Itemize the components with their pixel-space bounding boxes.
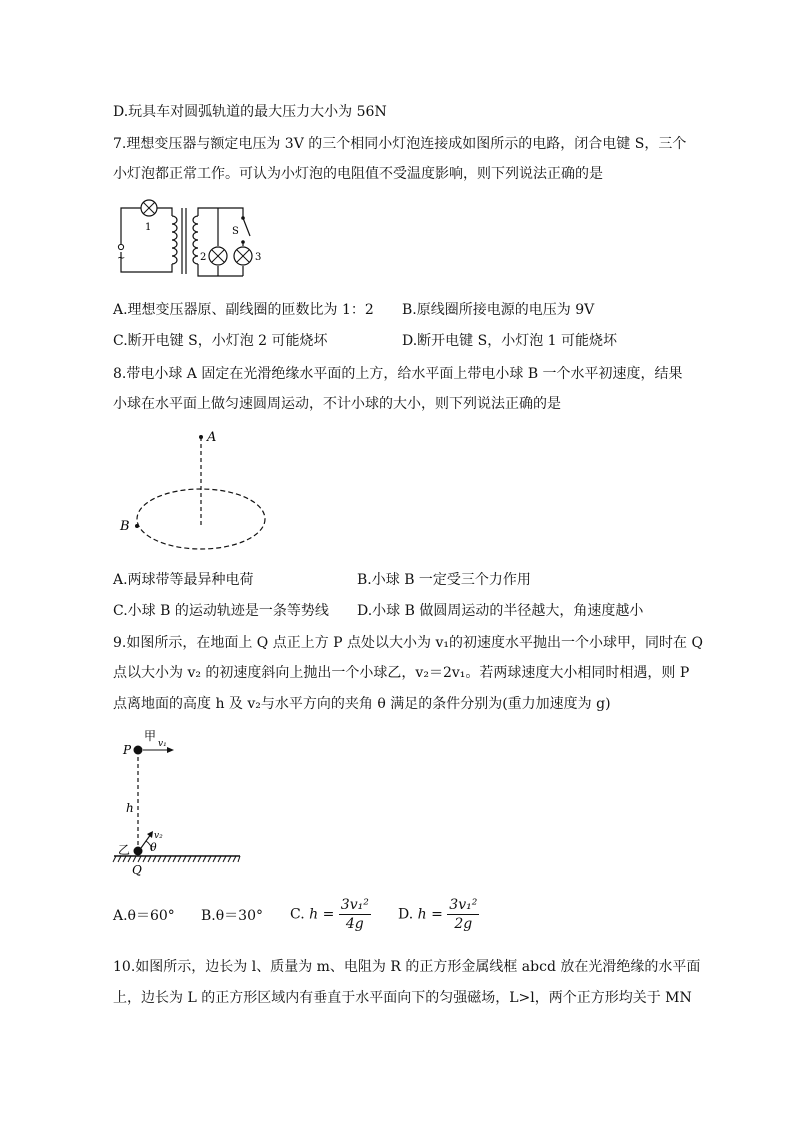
lamp-1-icon <box>141 200 157 216</box>
q7-option-a: A.理想变压器原、副线圈的匝数比为 1：2 <box>113 302 374 318</box>
lamp-1-label: 1 <box>145 222 152 233</box>
ball-a-icon <box>199 435 203 439</box>
q7-option-d: D.断开电键 S，小灯泡 1 可能烧坏 <box>402 333 618 349</box>
q7-option-c: C.断开电键 S，小灯泡 2 可能烧坏 <box>113 333 328 349</box>
lamp-2-label: 2 <box>200 252 207 263</box>
q8-option-c: C.小球 B 的运动轨迹是一条等势线 <box>113 603 329 619</box>
q9-option-d-numerator: 3v₁² <box>449 897 478 913</box>
q9-option-c-numerator: 3v₁² <box>340 897 369 913</box>
lamp-3-label: 3 <box>255 252 262 263</box>
q7-stem-line1: 7.理想变压器与额定电压为 3V 的三个相同小灯泡连接成如图所示的电路，闭合电键 S，三个 <box>113 136 687 152</box>
projectile-figure <box>112 730 247 878</box>
label-v1: v₁ <box>158 739 167 749</box>
lamp-3-icon <box>234 247 252 265</box>
q9-option-d: D. h = $\frac{\text{3v₁²}}{2g}$ <box>398 897 478 932</box>
q10-stem-line1: 10.如图所示，边长为 l、质量为 m、电阻为 R 的正方形金属线框 abcd 放在光滑绝缘的水平面 <box>113 959 701 975</box>
q7-option-b: B.原线圈所接电源的电压为 9V <box>402 302 595 318</box>
label-jia: 甲 <box>144 730 157 743</box>
q9-stem-line2: 点以大小为 v₂ 的初速度斜向上抛出一个小球乙，v₂＝2v₁。若两球速度大小相同时相遇，则 P <box>113 665 690 681</box>
q6-option-d: D.玩具车对圆弧轨道的最大压力大小为 56N <box>113 104 387 120</box>
label-theta: θ <box>150 841 157 854</box>
label-q: Q <box>132 863 142 877</box>
label-yi: 乙 <box>118 843 131 857</box>
q8-option-b: B.小球 B 一定受三个力作用 <box>357 572 531 588</box>
ball-jia-icon <box>134 746 143 755</box>
switch-pivot-icon <box>241 216 245 220</box>
q9-stem-line3: 点离地面的高度 h 及 v₂与水平方向的夹角 θ 满足的条件分别为(重力加速度为 g) <box>113 696 611 712</box>
q9-option-d-denominator: 2g <box>454 916 473 932</box>
label-b: B <box>120 519 130 534</box>
switch-label: S <box>232 226 239 237</box>
label-p: P <box>123 743 132 757</box>
q9-option-c-denominator: 4g <box>345 916 364 932</box>
ac-source-symbol: ~ <box>117 253 126 264</box>
q7-stem-line2: 小灯泡都正常工作。可认为小灯泡的电阻值不受温度影响，则下列说法正确的是 <box>113 166 603 182</box>
ball-b-icon <box>135 524 139 528</box>
q9-option-b: B.θ＝30° <box>201 908 263 924</box>
label-a: A <box>207 430 217 445</box>
label-v2: v₂ <box>154 831 163 841</box>
q9-stem-line1: 9.如图所示，在地面上 Q 点正上方 P 点处以大小为 v₁的初速度水平抛出一个小球甲，同时在 Q <box>113 635 703 651</box>
q10-stem-line2: 上，边长为 L 的正方形区域内有垂直于水平面向下的匀强磁场，L>l，两个正方形均关于 MN <box>113 990 692 1006</box>
lamp-2-icon <box>209 247 227 265</box>
q8-option-a: A.两球带等最异种电荷 <box>113 572 254 588</box>
q9-option-a: A.θ＝60° <box>113 908 175 924</box>
label-h: h <box>126 801 134 815</box>
transformer-circuit-figure <box>112 196 272 286</box>
circular-orbit <box>137 489 265 549</box>
q8-stem-line2: 小球在水平面上做匀速圆周运动，不计小球的大小，则下列说法正确的是 <box>113 396 561 412</box>
q9-option-c: C. h = $\frac{\text{3v₁²}}{4g}$ <box>290 897 369 932</box>
q8-stem-line1: 8.带电小球 A 固定在光滑绝缘水平面的上方，给水平面上带电小球 B 一个水平初速度，结果 <box>113 366 683 382</box>
q8-option-d: D.小球 B 做圆周运动的半径越大，角速度越小 <box>357 603 644 619</box>
charged-balls-figure <box>112 425 282 555</box>
